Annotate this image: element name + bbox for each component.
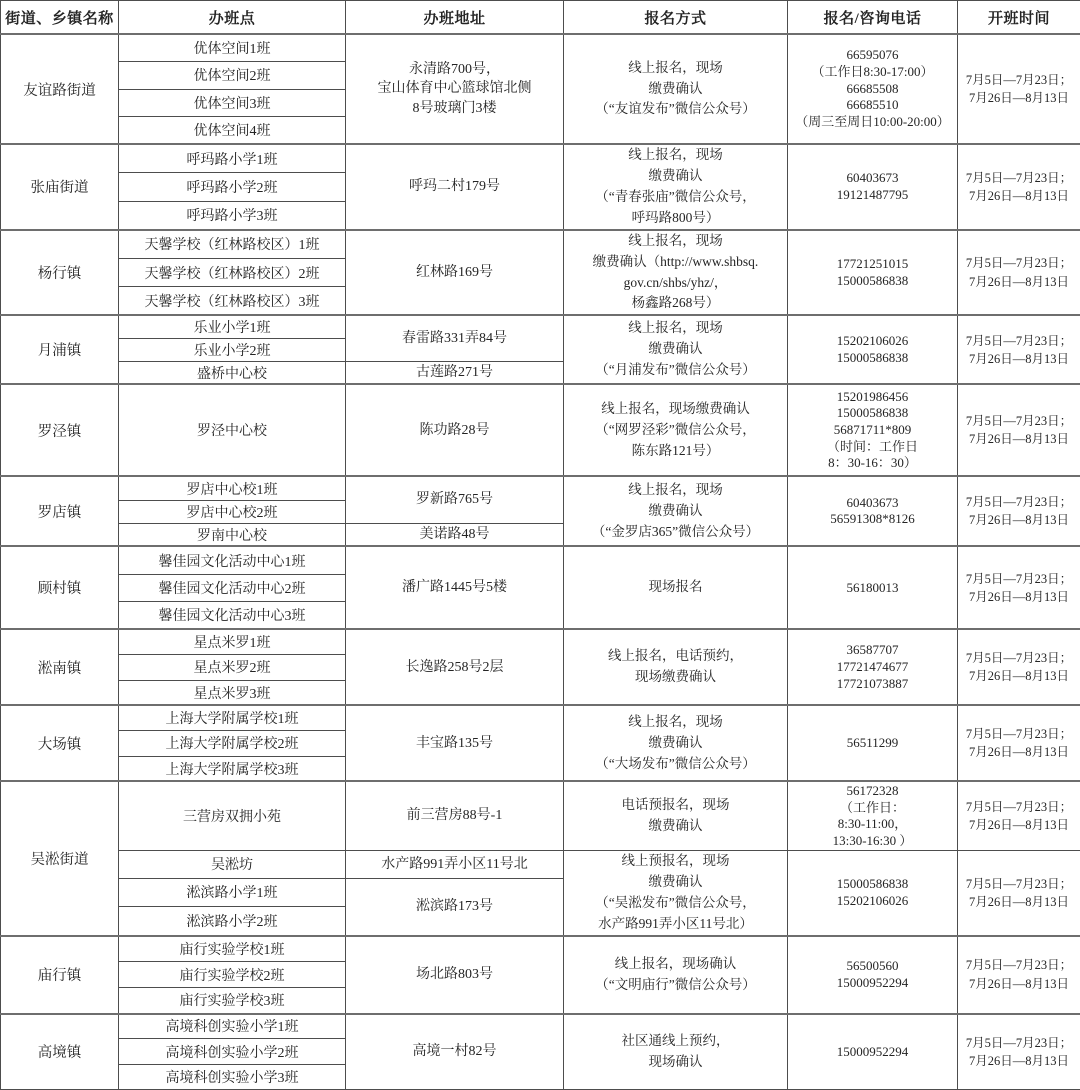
class-site-cell: 星点米罗2班 — [119, 654, 346, 680]
address-line: 前三营房88号-1 — [348, 806, 561, 826]
table-row — [1, 315, 1080, 338]
class-site-cell: 馨佳园文化活动中心1班 — [119, 546, 346, 574]
class-site-cell: 上海大学附属学校2班 — [119, 730, 346, 756]
schedule-cell — [958, 546, 1080, 629]
address-cell — [346, 476, 564, 523]
method-line: （“网罗泾彩”微信公众号， — [566, 420, 785, 441]
address-cell — [346, 34, 564, 144]
method-line: 缴费确认 — [566, 733, 785, 754]
district-cell: 张庙街道 — [1, 144, 119, 230]
address-line: 潘广路1445号5楼 — [348, 578, 561, 598]
registration-method-cell — [564, 629, 788, 705]
phone-line: （工作日8:30-17:00） — [790, 64, 955, 81]
table-row — [1, 781, 1080, 850]
class-site-cell: 乐业小学1班 — [119, 315, 346, 338]
address-line: 高境一村82号 — [348, 1042, 561, 1062]
phone-line: 15202106026 — [790, 893, 955, 910]
class-site-cell: 上海大学附属学校1班 — [119, 705, 346, 730]
schedule-line: 7月26日—8月13日 — [960, 273, 1078, 291]
method-line: 现场确认 — [566, 1052, 785, 1073]
address-line: 呼玛二村179号 — [348, 177, 561, 197]
class-site-cell: 庙行实验学校2班 — [119, 962, 346, 988]
method-line: 现场报名 — [566, 577, 785, 598]
schedule-cell — [958, 230, 1080, 316]
schedule-line: 7月26日—8月13日 — [960, 743, 1078, 761]
phone-line: 13:30-16:30 ） — [790, 833, 955, 850]
method-line: 线上报名，现场 — [566, 480, 785, 501]
method-line: （“青春张庙”微信公众号， — [566, 187, 785, 208]
registration-method-cell — [564, 850, 788, 935]
method-line: 缴费确认 — [566, 79, 785, 100]
method-line: （“大场发布”微信公众号） — [566, 754, 785, 775]
method-line: （“月浦发布”微信公众号） — [566, 360, 785, 381]
phone-line: 56591308*8126 — [790, 511, 955, 528]
address-line: 罗新路765号 — [348, 490, 561, 510]
district-cell: 淞南镇 — [1, 629, 119, 705]
class-site-cell: 高境科创实验小学3班 — [119, 1065, 346, 1090]
address-cell — [346, 315, 564, 361]
phone-line: （工作日： — [790, 800, 955, 817]
phone-cell — [788, 144, 958, 230]
method-line: 线上预报名，现场 — [566, 851, 785, 872]
registration-method-cell — [564, 781, 788, 850]
address-line: 红林路169号 — [348, 263, 561, 283]
address-cell — [346, 384, 564, 476]
address-cell — [346, 850, 564, 878]
schedule-cell — [958, 1014, 1080, 1090]
schedule-cell — [958, 144, 1080, 230]
class-site-cell: 天馨学校（红林路校区）3班 — [119, 287, 346, 316]
address-line: 淞滨路173号 — [348, 897, 561, 917]
address-cell — [346, 629, 564, 705]
method-line: （“金罗店365”微信公众号） — [566, 522, 785, 543]
method-line: 线上报名，现场确认 — [566, 954, 785, 975]
class-site-cell: 吴淞坊 — [119, 850, 346, 878]
method-line: 线上报名，现场 — [566, 318, 785, 339]
schedule-cell — [958, 315, 1080, 384]
address-cell — [346, 936, 564, 1014]
registration-method-cell — [564, 705, 788, 781]
district-cell: 友谊路街道 — [1, 34, 119, 144]
district-cell: 庙行镇 — [1, 936, 119, 1014]
schedule-line: 7月26日—8月13日 — [960, 187, 1078, 205]
address-line: 永清路700号， — [348, 60, 561, 80]
schedule-cell — [958, 781, 1080, 850]
schedule-line: 7月5日—7月23日； — [960, 798, 1078, 816]
address-cell — [346, 361, 564, 384]
method-line: gov.cn/shbs/yhz/， — [566, 273, 785, 294]
schedule-cell — [958, 34, 1080, 144]
method-line: 现场缴费确认 — [566, 667, 785, 688]
header-cell-district: 街道、乡镇名称 — [1, 1, 119, 35]
phone-line: 60403673 — [790, 170, 955, 187]
method-line: 呼玛路800号） — [566, 208, 785, 229]
class-site-cell: 馨佳园文化活动中心3班 — [119, 601, 346, 629]
phone-line: 15000586838 — [790, 273, 955, 290]
schedule-cell — [958, 476, 1080, 546]
schedule-cell — [958, 384, 1080, 476]
district-cell: 杨行镇 — [1, 230, 119, 316]
method-line: 电话预报名，现场 — [566, 795, 785, 816]
phone-line: 17721474677 — [790, 659, 955, 676]
class-site-cell: 天馨学校（红林路校区）2班 — [119, 258, 346, 287]
method-line: 线上报名，电话预约， — [566, 646, 785, 667]
schedule-line: 7月5日—7月23日； — [960, 649, 1078, 667]
phone-cell — [788, 936, 958, 1014]
phone-line: 60403673 — [790, 495, 955, 512]
table-row — [1, 705, 1080, 730]
schedule-cell — [958, 705, 1080, 781]
phone-cell — [788, 1014, 958, 1090]
class-site-cell: 呼玛路小学3班 — [119, 201, 346, 230]
phone-line: 56511299 — [790, 735, 955, 752]
class-site-cell: 盛桥中心校 — [119, 361, 346, 384]
class-site-cell: 优体空间3班 — [119, 89, 346, 116]
class-site-cell: 优体空间2班 — [119, 61, 346, 89]
district-cell: 罗泾镇 — [1, 384, 119, 476]
method-line: 线上报名，现场 — [566, 145, 785, 166]
address-cell — [346, 144, 564, 230]
table-row — [1, 629, 1080, 654]
table-row — [1, 476, 1080, 500]
phone-line: 19121487795 — [790, 187, 955, 204]
method-line: 缴费确认 — [566, 872, 785, 893]
schedule-line: 7月26日—8月13日 — [960, 667, 1078, 685]
method-line: 线上报名，现场 — [566, 58, 785, 79]
address-line: 古莲路271号 — [348, 363, 561, 383]
phone-line: 56500560 — [790, 958, 955, 975]
method-line: （“文明庙行”微信公众号） — [566, 975, 785, 996]
method-line: 缴费确认 — [566, 339, 785, 360]
phone-line: 8:30-11:00， — [790, 816, 955, 833]
method-line: 陈东路121号） — [566, 441, 785, 462]
method-line: （“吴淞发布”微信公众号， — [566, 893, 785, 914]
header-row — [1, 1, 1080, 35]
address-cell — [346, 546, 564, 629]
schedule-line: 7月5日—7月23日； — [960, 169, 1078, 187]
class-site-cell: 星点米罗3班 — [119, 680, 346, 705]
method-line: 水产路991弄小区11号北） — [566, 914, 785, 935]
schedule-line: 7月5日—7月23日； — [960, 1034, 1078, 1052]
class-site-cell: 罗南中心校 — [119, 523, 346, 546]
class-site-cell: 星点米罗1班 — [119, 629, 346, 654]
address-line: 陈功路28号 — [348, 421, 561, 441]
phone-cell — [788, 384, 958, 476]
table-row — [1, 850, 1080, 878]
class-site-cell: 上海大学附属学校3班 — [119, 756, 346, 781]
schedule-line: 7月5日—7月23日； — [960, 570, 1078, 588]
header-cell-schedule: 开班时间 — [958, 1, 1080, 35]
phone-line: 56180013 — [790, 580, 955, 597]
schedule-line: 7月26日—8月13日 — [960, 1052, 1078, 1070]
class-site-cell: 庙行实验学校3班 — [119, 988, 346, 1014]
table-row — [1, 936, 1080, 962]
table-row — [1, 230, 1080, 259]
method-line: 线上报名，现场缴费确认 — [566, 399, 785, 420]
table-row — [1, 546, 1080, 574]
registration-method-cell — [564, 1014, 788, 1090]
registration-method-cell — [564, 546, 788, 629]
class-site-cell: 淞滨路小学2班 — [119, 907, 346, 936]
registration-method-cell — [564, 476, 788, 546]
schedule-line: 7月26日—8月13日 — [960, 511, 1078, 529]
class-site-cell: 罗店中心校2班 — [119, 500, 346, 523]
registration-method-cell — [564, 230, 788, 316]
address-line: 8号玻璃门3楼 — [348, 99, 561, 119]
district-cell: 大场镇 — [1, 705, 119, 781]
phone-line: （周三至周日10:00-20:00） — [790, 114, 955, 131]
class-site-cell: 优体空间4班 — [119, 116, 346, 144]
phone-line: 17721251015 — [790, 256, 955, 273]
method-line: 线上报名，现场 — [566, 231, 785, 252]
method-line: 杨鑫路268号） — [566, 293, 785, 314]
method-line: 缴费确认 — [566, 501, 785, 522]
method-line: 线上报名，现场 — [566, 712, 785, 733]
schedule-cell — [958, 936, 1080, 1014]
phone-line: 66595076 — [790, 47, 955, 64]
method-line: 缴费确认 — [566, 166, 785, 187]
class-site-cell: 庙行实验学校1班 — [119, 936, 346, 962]
header-cell-site: 办班点 — [119, 1, 346, 35]
phone-line: 66685510 — [790, 97, 955, 114]
class-site-cell: 高境科创实验小学2班 — [119, 1039, 346, 1065]
address-line: 长逸路258号2层 — [348, 658, 561, 678]
registration-method-cell — [564, 144, 788, 230]
phone-cell — [788, 476, 958, 546]
method-line: 社区通线上预约， — [566, 1031, 785, 1052]
phone-line: 36587707 — [790, 642, 955, 659]
phone-line: 15202106026 — [790, 333, 955, 350]
phone-line: （时间：工作日 — [790, 439, 955, 456]
schedule-line: 7月5日—7月23日； — [960, 254, 1078, 272]
class-site-cell: 乐业小学2班 — [119, 338, 346, 361]
schedule-line: 7月5日—7月23日； — [960, 875, 1078, 893]
address-line: 宝山体育中心篮球馆北侧 — [348, 79, 561, 99]
schedule-line: 7月26日—8月13日 — [960, 430, 1078, 448]
address-cell — [346, 523, 564, 546]
phone-cell — [788, 34, 958, 144]
address-line: 丰宝路135号 — [348, 734, 561, 754]
class-site-cell: 罗店中心校1班 — [119, 476, 346, 500]
phone-line: 15201986456 — [790, 389, 955, 406]
method-line: （“友谊发布”微信公众号） — [566, 99, 785, 120]
class-site-cell: 三营房双拥小苑 — [119, 781, 346, 850]
address-cell — [346, 230, 564, 316]
phone-line: 17721073887 — [790, 676, 955, 693]
class-site-cell: 馨佳园文化活动中心2班 — [119, 574, 346, 601]
phone-cell — [788, 781, 958, 850]
registration-method-cell — [564, 936, 788, 1014]
class-site-cell: 高境科创实验小学1班 — [119, 1014, 346, 1039]
table-row — [1, 34, 1080, 61]
schedule-line: 7月5日—7月23日； — [960, 412, 1078, 430]
address-line: 水产路991弄小区11号北 — [348, 855, 561, 875]
registration-method-cell — [564, 315, 788, 384]
schedule-line: 7月5日—7月23日； — [960, 493, 1078, 511]
registration-method-cell — [564, 34, 788, 144]
class-site-cell: 呼玛路小学2班 — [119, 173, 346, 202]
schedule-line: 7月26日—8月13日 — [960, 588, 1078, 606]
district-cell: 月浦镇 — [1, 315, 119, 384]
phone-line: 15000586838 — [790, 876, 955, 893]
class-site-cell: 呼玛路小学1班 — [119, 144, 346, 173]
phone-line: 66685508 — [790, 81, 955, 98]
class-site-cell: 罗泾中心校 — [119, 384, 346, 476]
district-cell: 罗店镇 — [1, 476, 119, 546]
phone-line: 56871711*809 — [790, 422, 955, 439]
class-site-cell: 天馨学校（红林路校区）1班 — [119, 230, 346, 259]
address-line: 场北路803号 — [348, 965, 561, 985]
header-cell-phone: 报名/咨询电话 — [788, 1, 958, 35]
phone-cell — [788, 546, 958, 629]
phone-cell — [788, 850, 958, 935]
table-row — [1, 144, 1080, 173]
schedule-line: 7月5日—7月23日； — [960, 71, 1078, 89]
schedule-line: 7月26日—8月13日 — [960, 893, 1078, 911]
table-row — [1, 1014, 1080, 1039]
phone-line: 15000586838 — [790, 350, 955, 367]
schedule-line: 7月5日—7月23日； — [960, 956, 1078, 974]
address-cell — [346, 1014, 564, 1090]
class-site-cell: 优体空间1班 — [119, 34, 346, 61]
district-cell: 吴淞街道 — [1, 781, 119, 935]
phone-cell — [788, 315, 958, 384]
address-line: 春雷路331弄84号 — [348, 329, 561, 349]
class-site-cell: 淞滨路小学1班 — [119, 878, 346, 906]
address-cell — [346, 781, 564, 850]
address-cell — [346, 705, 564, 781]
schedule-line: 7月5日—7月23日； — [960, 725, 1078, 743]
address-cell — [346, 878, 564, 935]
registration-method-cell — [564, 384, 788, 476]
phone-cell — [788, 230, 958, 316]
header-cell-address: 办班地址 — [346, 1, 564, 35]
schedule-cell — [958, 629, 1080, 705]
table-row — [1, 384, 1080, 476]
schedule-line: 7月26日—8月13日 — [960, 89, 1078, 107]
district-cell: 顾村镇 — [1, 546, 119, 629]
method-line: 缴费确认（http://www.shbsq. — [566, 252, 785, 273]
schedule-line: 7月5日—7月23日； — [960, 332, 1078, 350]
phone-line: 56172328 — [790, 783, 955, 800]
phone-line: 15000586838 — [790, 405, 955, 422]
table-header — [1, 1, 1080, 35]
schedule-cell — [958, 850, 1080, 935]
phone-line: 8：30-16：30） — [790, 455, 955, 472]
phone-line: 15000952294 — [790, 1044, 955, 1061]
phone-cell — [788, 629, 958, 705]
schedule-line: 7月26日—8月13日 — [960, 816, 1078, 834]
phone-line: 15000952294 — [790, 975, 955, 992]
table-body — [1, 34, 1080, 1090]
schedule-line: 7月26日—8月13日 — [960, 350, 1078, 368]
address-line: 美诺路48号 — [348, 525, 561, 545]
header-cell-method: 报名方式 — [564, 1, 788, 35]
schedule-line: 7月26日—8月13日 — [960, 975, 1078, 993]
phone-cell — [788, 705, 958, 781]
district-cell: 高境镇 — [1, 1014, 119, 1090]
method-line: 缴费确认 — [566, 816, 785, 837]
